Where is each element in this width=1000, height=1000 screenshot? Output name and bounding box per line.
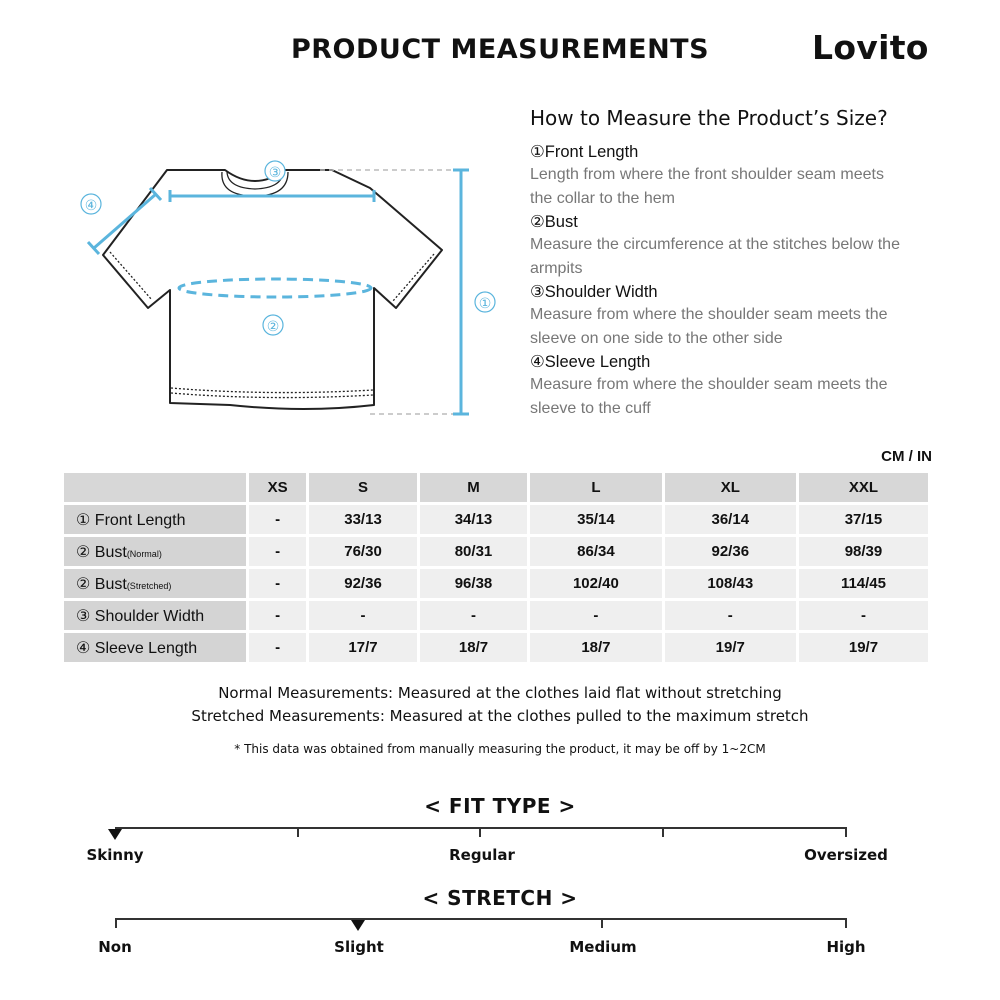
table-cell: - bbox=[249, 505, 306, 534]
fit-selected-marker bbox=[108, 829, 122, 840]
stretch-tick bbox=[845, 918, 847, 928]
stretch-title: < STRETCH > bbox=[422, 886, 578, 910]
table-row bbox=[64, 633, 928, 662]
fit-tick bbox=[479, 827, 481, 837]
table-cell: 92/36 bbox=[665, 537, 796, 566]
size-header: M bbox=[420, 473, 527, 502]
table-cell: - bbox=[309, 601, 416, 630]
table-cell: - bbox=[249, 601, 306, 630]
measure-guide bbox=[530, 141, 930, 421]
table-cell: - bbox=[799, 601, 928, 630]
stretch-label-medium: Medium bbox=[569, 938, 637, 956]
stretch-label-high: High bbox=[826, 938, 866, 956]
label-sleeve: ④ bbox=[84, 198, 98, 214]
label-shoulder: ③ bbox=[268, 165, 282, 181]
fit-label-regular: Regular bbox=[449, 846, 515, 864]
table-cell: 19/7 bbox=[799, 633, 928, 662]
fit-tick bbox=[297, 827, 299, 837]
row-label-sub: (Normal) bbox=[126, 548, 162, 559]
row-label-text: ② Bust bbox=[76, 543, 127, 561]
row-label bbox=[64, 505, 246, 534]
table-cell: 96/38 bbox=[420, 569, 527, 598]
table-cell: 92/36 bbox=[309, 569, 416, 598]
row-label bbox=[64, 633, 246, 662]
row-label-text: ② Bust bbox=[76, 575, 127, 593]
guide-item-desc: Measure from where the shoulder seam meets the sleeve to the cuff bbox=[530, 376, 888, 417]
table-cell: 86/34 bbox=[530, 537, 661, 566]
stretch-tick bbox=[601, 918, 603, 928]
table-header-row bbox=[64, 473, 928, 502]
size-header: XL bbox=[665, 473, 796, 502]
table-cell: - bbox=[249, 569, 306, 598]
stretch-label-non: Non bbox=[98, 938, 132, 956]
table-cell: 37/15 bbox=[799, 505, 928, 534]
normal-note: Normal Measurements: Measured at the clothes laid flat without stretching bbox=[218, 684, 782, 702]
table-cell: 34/13 bbox=[420, 505, 527, 534]
table-cell: 17/7 bbox=[309, 633, 416, 662]
table-cell: - bbox=[530, 601, 661, 630]
measurement-notes bbox=[0, 682, 1000, 728]
row-label bbox=[64, 601, 246, 630]
table-cell: - bbox=[249, 633, 306, 662]
row-label bbox=[64, 537, 246, 566]
table-cell: - bbox=[420, 601, 527, 630]
label-bust: ② bbox=[266, 319, 280, 335]
row-label-sub: (Stretched) bbox=[126, 580, 172, 591]
brand-logo: Lovito bbox=[812, 28, 929, 67]
table-cell: 33/13 bbox=[309, 505, 416, 534]
table-row bbox=[64, 537, 928, 566]
table-cell: 18/7 bbox=[530, 633, 661, 662]
guide-item-desc: Length from where the front shoulder seam meets the collar to the hem bbox=[530, 166, 884, 207]
table-cell: - bbox=[665, 601, 796, 630]
table-cell: 98/39 bbox=[799, 537, 928, 566]
guide-item-title: ①Front Length bbox=[530, 143, 639, 161]
guide-item-desc: Measure from where the shoulder seam meets the sleeve on one side to the other side bbox=[530, 306, 888, 347]
guide-item-title: ②Bust bbox=[530, 213, 578, 231]
table-cell: 35/14 bbox=[530, 505, 661, 534]
table-cell: - bbox=[249, 537, 306, 566]
row-label-text: ① Front Length bbox=[76, 511, 186, 529]
stretched-note: Stretched Measurements: Measured at the clothes pulled to the maximum stretch bbox=[191, 707, 809, 725]
size-header: L bbox=[530, 473, 661, 502]
table-row bbox=[64, 569, 928, 598]
size-header: XS bbox=[249, 473, 306, 502]
fit-type-title: < FIT TYPE > bbox=[424, 794, 576, 818]
row-label-text: ④ Sleeve Length bbox=[76, 639, 198, 657]
unit-label: CM / IN bbox=[881, 448, 932, 465]
tshirt-diagram bbox=[70, 150, 510, 430]
disclaimer: * This data was obtained from manually measuring the product, it may be off by 1~2CM bbox=[234, 742, 766, 756]
stretch-label-slight: Slight bbox=[334, 938, 384, 956]
fit-tick bbox=[662, 827, 664, 837]
size-header: S bbox=[309, 473, 416, 502]
stretch-scale-line bbox=[115, 918, 846, 920]
guide-item-title: ③Shoulder Width bbox=[530, 283, 658, 301]
page-title: PRODUCT MEASUREMENTS bbox=[290, 34, 710, 65]
table-row bbox=[64, 601, 928, 630]
table-cell: 108/43 bbox=[665, 569, 796, 598]
row-label bbox=[64, 569, 246, 598]
measure-guide-title: How to Measure the Product’s Size? bbox=[530, 106, 888, 130]
table-cell: 114/45 bbox=[799, 569, 928, 598]
table-corner bbox=[64, 473, 246, 502]
size-chart-table bbox=[61, 470, 931, 665]
tshirt-outline bbox=[103, 170, 442, 409]
row-label-text: ③ Shoulder Width bbox=[76, 607, 205, 625]
table-cell: 102/40 bbox=[530, 569, 661, 598]
stretch-selected-marker bbox=[351, 920, 365, 931]
table-cell: 76/30 bbox=[309, 537, 416, 566]
table-row bbox=[64, 505, 928, 534]
size-header: XXL bbox=[799, 473, 928, 502]
stretch-tick bbox=[115, 918, 117, 928]
fit-tick bbox=[845, 827, 847, 837]
guide-item-title: ④Sleeve Length bbox=[530, 353, 651, 371]
table-cell: 18/7 bbox=[420, 633, 527, 662]
fit-label-skinny: Skinny bbox=[86, 846, 144, 864]
table-cell: 36/14 bbox=[665, 505, 796, 534]
table-cell: 80/31 bbox=[420, 537, 527, 566]
table-cell: 19/7 bbox=[665, 633, 796, 662]
fit-label-oversized: Oversized bbox=[804, 846, 888, 864]
label-front-length: ① bbox=[478, 296, 492, 312]
guide-item-desc: Measure the circumference at the stitches below the armpits bbox=[530, 236, 900, 277]
